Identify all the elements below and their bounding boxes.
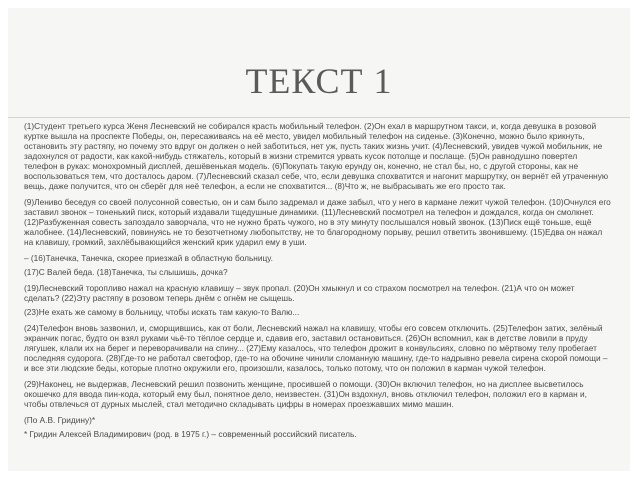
source-attribution: (По А.В. Гридину)* — [24, 415, 96, 425]
title-divider — [8, 117, 630, 118]
paragraph-3: – (16)Танечка, Танечка, скорее приезжай в областную больницу. — [24, 253, 273, 263]
slide-content-area — [8, 8, 630, 471]
author-footnote: * Гридин Алексей Владимирович (род. в 1975 г.) – современный российский писатель. — [24, 429, 357, 439]
paragraph-5: (19)Лесневский торопливо нажал на красную клавишу – звук пропал. (20)Он хмыкнул и со страхом посмотрел на телефон. (21)А что он может сделать? (22)Эту растяпу в розовом теперь днём с огнём не сыщешь. — [24, 283, 575, 303]
paragraph-6: (23)Не ехать же самому в больницу, чтобы искать там какую-то Валю... — [24, 307, 300, 317]
paragraph-4: (17)С Валей беда. (18)Танечка, ты слышишь, дочка? — [24, 267, 228, 277]
paragraph-2: (9)Лениво беседуя со своей полусонной совестью, он и сам было задремал и даже забыл, что у него в кармане лежит чужой телефон. (10)Очнулся его заставил звонок – тоненький писк, который издавали тщедушные динамики. (11)Лесневский посмотрел на телефон и дождался, когда он смолкнет. (12)Разбуженная совесть запоздало заворчала, что не нужно брать чужого, но в эту минуту послышался новый звонок. (13)Писк ещё тоньше, ещё жалобнее. (14)Лесневский, повинуясь не то безотчетному любопытству, не то благородному порыву, решил ответить звонившему. (15)Едва он нажал на клавишу, громкий, захлёбывающийся женский крик ударил ему в уши. — [24, 197, 611, 247]
paragraph-1: (1)Студент третьего курса Женя Лесневский не собирался красть мобильный телефон. (2)Он ехал в маршрутном такси, и, когда девушка в розовой куртке вышла на проспекте Победы, он, пересаживаясь на её место, увидел мобильный телефон на сиденье. (3)Конечно, можно было крикнуть, остановить эту растяпу, но почему это вдруг он должен о ней заботиться, нет уж, пусть таких жизнь учит. (4)Лесневский, увидев чужой мобильник, не задохнулся от радости, как какой-нибудь стяжатель, который в жизни стремится урвать кусок потолще и послаще. (5)Он равнодушно повертел телефон в руках: монохромный дисплей, дешёвенькая модель. (6)Покупать такую ерунду он, конечно, не стал бы, но, с другой стороны, как не воспользоваться тем, что досталось даром. (7)Лесневский сказал себе, что, если девушка спохватится и нагонит маршрутку, он вернёт ей утраченную вещь, даже получится, что он сберёг для неё телефон, а если не спохватится... (8)Что ж, не выбрасывать же его просто так. — [24, 121, 609, 191]
text-body — [24, 121, 612, 445]
slide-title: ТЕКСТ 1 — [245, 61, 393, 101]
paragraph-7: (24)Телефон вновь зазвонил, и, сморщившись, как от боли, Лесневский нажал на клавишу, чтобы его совсем отключить. (25)Телефон затих, зелёный экранчик погас, будто он взял руками чьё-то тёплое сердце и, сдавив его, заставил остановиться. (26)Он вспомнил, как в детстве ловили в пруду лягушек, клали их на берег и переворачивали на спину... (27)Ему казалось, что телефон дрожит в конвульсиях, словно по мёртвому телу пробегает последняя судорога. (28)Где-то не работал светофор, где-то на обочине чинили сломанную машину, где-то надрывно ревела сирена скорой помощи – и все эти людские беды, которые плотно окружили его, произошли, казалось, только потому, что он положил в карман чужой телефон. — [24, 323, 608, 373]
paragraph-8: (29)Наконец, не выдержав, Лесневский решил позвонить женщине, просившей о помощи. (30)Он включил телефон, но на дисплее высветилось окошечко для ввода пин-кода, который ему был, понятное дело, неизвестен. (31)Он вздохнул, вновь отключил телефон, положил его в карман и, чтобы отвлечься от дурных мыслей, стал методично складывать цифры в номерах проезжавших мимо машин. — [24, 379, 587, 409]
